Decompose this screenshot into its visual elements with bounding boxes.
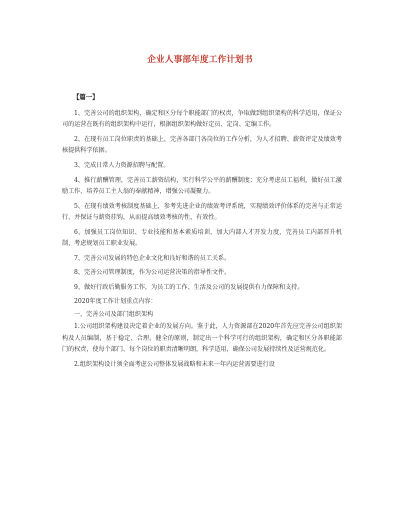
paragraph-5: 5、在现有绩效考核制度基础上，参考先进企业的绩效考评系统，实现绩效评价体系的完善与正常运行，并保证与薪资挂钩，从而提高绩效考核的性、有效性。 xyxy=(62,202,342,221)
plan-paragraph-2: 2.组织架构设计须全面考虑公司整体发展战略和未来一年内运营需要进行设 xyxy=(74,360,275,368)
sub-heading: 一、完善公司及部门组织架构 xyxy=(74,310,154,318)
section-tag: 【篇一】 xyxy=(73,93,99,101)
paragraph-8: 8、完善公司管理制度，作为公司运营决策的指导性文件。 xyxy=(74,269,231,277)
document-title: 企业人事部年度工作计划书 xyxy=(147,55,253,65)
paragraph-4: 4、推行薪酬管理，完善员工薪资结构，实行科学公平的薪酬制度；充分考虑员工福利，做好员工激励工作，培养员工主人翁的奉献精神，增强公司凝聚力。 xyxy=(62,176,342,195)
paragraph-3: 3、完成日常人力资源招聘与配置。 xyxy=(74,162,170,169)
paragraph-9: 9、做好行政后勤服务工作，为员工的工作、生活及公司的发展提供有力保障和支持。 xyxy=(74,283,304,291)
paragraph-1: 1、完善公司的组织架构，确定和区分每个职能部门的权责，争取做到组织架构的科学适用，保证公司的运营在既有的组织架构中运行，根据组织架构做好定员、定岗、定编工作。 xyxy=(62,110,342,129)
plan-heading: 2020年度工作计划重点内容： xyxy=(74,298,157,306)
paragraph-6: 6、加强员工岗位知识、专业技能和基本素质培训，加大内部人才开发力度，完善员工内部晋升机制，考虑规划员工职业发展。 xyxy=(62,228,342,247)
document-body xyxy=(62,108,342,371)
paragraph-2: 2、在现有员工岗位职责的基础上，完善各部门各岗位的工作分析，为人才招聘、薪资评定及绩效考核提供科学依据。 xyxy=(62,136,342,155)
paragraph-7: 7、完善公司发展的特色企业文化和良好和谐的员工关系。 xyxy=(74,254,231,262)
plan-paragraph-1: 1.公司组织架构建设决定着企业的发展方向。鉴于此，人力资源部在2020年首先应完善公司组织架构及人员编制，基于稳定、合理、健全的原则，制定出一个科学可行的组织架构，确定和区分各职能部门的权责，使每个部门、每个岗位的职责清晰明朗，科学适用，确保公司发展持续性及运营规范化。 xyxy=(62,323,342,353)
